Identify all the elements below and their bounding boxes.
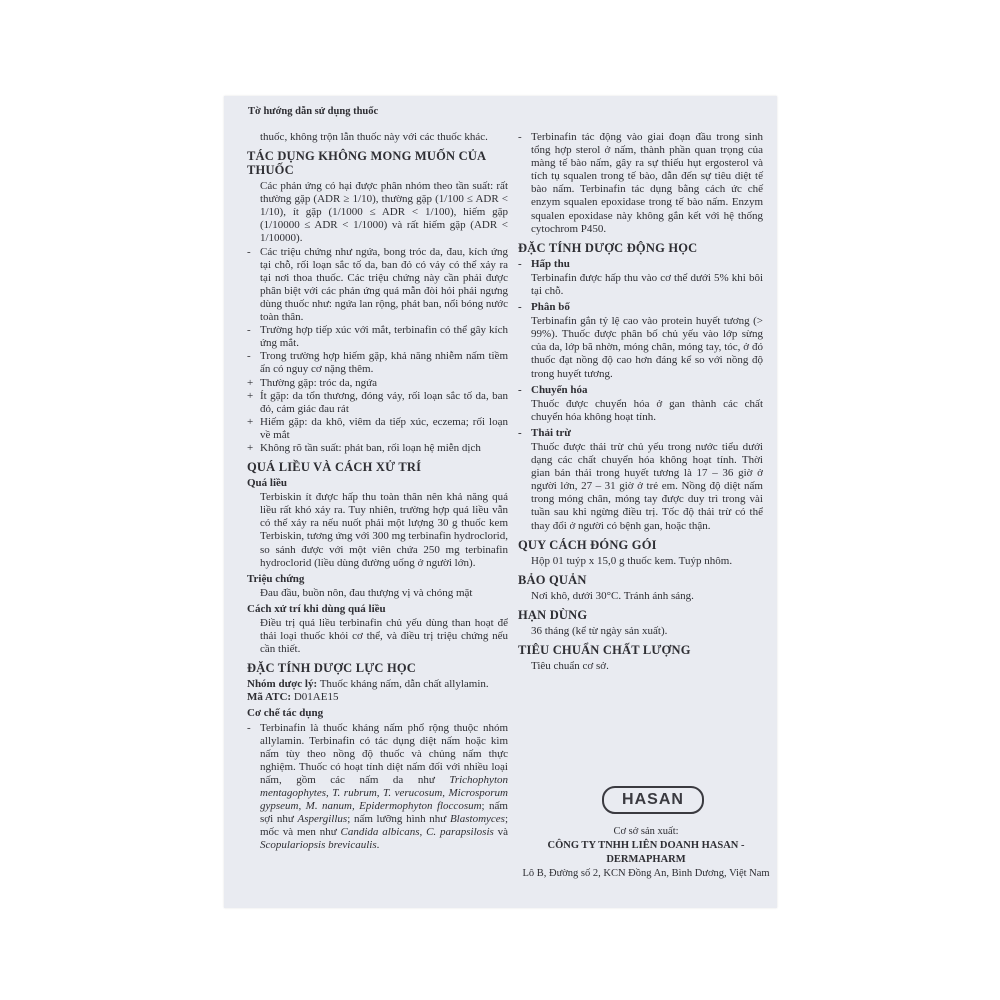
list-item: - Trường hợp tiếp xúc với mắt, terbinafin có thể gây kích ứng mắt.: [247, 324, 508, 350]
excretion-subheading: - Thải trừ: [518, 426, 571, 439]
distribution-text: Terbinafin gắn tỷ lệ cao vào protein huyết tương (> 99%). Thuốc được phân bố chủ yếu vào lớp sừng của da, lớp bã nhờn, móng chân, móng tay, tóc, ở đó thuốc đạt nồng độ cao hơn đáng kể so với nồng độ trong huyết tương.: [531, 315, 763, 380]
action-text: - Terbinafin tác động vào giai đoạn đầu trong sinh tổng hợp sterol ở nấm, thành phần quan trọng của màng tế bào nấm, gây ra sự thiếu hụt ergosterol và tích tụ squalen trong tế bào, dẫn đến sự tiêu diệt tế bào nấm. Terbinafin tác dụng bằng cách ức chế enzym squalen epoxidase trong tế bào nấm. Enzym squalen epoxidase này không gắn kết với hệ thống cytochrom P450.: [518, 131, 763, 235]
packaging-heading: QUY CÁCH ĐÓNG GÓI: [518, 537, 657, 552]
list-item: + Không rõ tần suất: phát ban, rối loạn hệ miễn dịch: [247, 441, 481, 454]
adverse-text: Các phản ứng có hại được phân nhóm theo tần suất: rất thường gặp (ADR ≥ 1/10), thường gặp (1/100 ≤ ADR < 1/10), ít gặp (1/1000 ≤ ADR < 1/100), hiếm gặp (1/10000 ≤ ADR < 1/1000) và rất hiếm gặp (ADR < 1/10000).: [260, 180, 508, 245]
storage-heading: BẢO QUẢN: [518, 572, 587, 587]
excretion-text: Thuốc được thải trừ chủ yếu trong nước tiểu dưới dạng các chất chuyển hóa không hoạt tính. Thời gian bán thải trong huyết tương là 17 – 36 giờ ở người lớn, 27 – 31 giờ ở trẻ em. Nồng độ diệt nấm trong móng chân, móng tay được duy trì trong vài tuần sau khi ngừng điều trị. Tốc độ thải trừ có thể thay đổi ở người có bệnh gan, hoặc thận.: [531, 440, 763, 532]
list-item: + Hiếm gặp: da khô, viêm da tiếp xúc, eczema; rối loạn về mắt: [247, 415, 508, 441]
quality-standard-text: Tiêu chuẩn cơ sở.: [531, 659, 609, 672]
manufacturer-block: [516, 825, 776, 881]
page-header: Tờ hướng dẫn sử dụng thuốc: [248, 106, 379, 117]
pharmacokinetics-heading: ĐẶC TÍNH DƯỢC ĐỘNG HỌC: [518, 240, 698, 255]
absorption-text: Terbinafin được hấp thu vào cơ thể dưới 5% khi bôi tại chỗ.: [531, 271, 763, 297]
treatment-text: Điều trị quá liều terbinafin chủ yếu dùng than hoạt để thải loại thuốc khỏi cơ thể, và điều trị triệu chứng nếu cần thiết.: [260, 617, 508, 656]
right-column: [515, 131, 763, 673]
intro-text: thuốc, không trộn lẫn thuốc này với các thuốc khác.: [260, 131, 488, 143]
metabolism-subheading: - Chuyển hóa: [518, 383, 588, 396]
pharmacodynamics-heading: ĐẶC TÍNH DƯỢC LỰC HỌC: [247, 661, 417, 676]
overdose-subheading: Quá liều: [247, 477, 288, 490]
quality-standard-heading: TIÊU CHUẨN CHẤT LƯỢNG: [518, 642, 691, 657]
list-item: - Các triệu chứng như ngứa, bong tróc da, đau, kích ứng tại chỗ, rối loạn sắc tố da, ban đỏ có vảy có thể xảy ra tại nơi thoa thuốc. Các triệu chứng này cần phải được phân biệt với các phản ứng quá mẫn đòi hỏi phải ngưng dùng thuốc như: ngứa lan rộng, phát ban, nổi bóng nước toàn thân.: [247, 245, 508, 324]
manufacturer-address: Lô B, Đường số 2, KCN Đồng An, Bình Dương, Việt Nam: [522, 868, 770, 879]
leaflet-sheet: [224, 96, 777, 908]
expiry-text: 36 tháng (kể từ ngày sản xuất).: [531, 624, 668, 637]
packaging-text: Hộp 01 tuýp x 15,0 g thuốc kem. Tuýp nhôm.: [531, 554, 733, 567]
symptoms-text: Đau đầu, buồn nôn, đau thượng vị và chóng mặt: [260, 586, 473, 599]
mechanism-subheading: Cơ chế tác dụng: [247, 707, 324, 720]
storage-text: Nơi khô, dưới 30°C. Tránh ánh sáng.: [531, 589, 694, 602]
hasan-logo: HASAN: [602, 786, 704, 814]
manufacturer-name: CÔNG TY TNHH LIÊN DOANH HASAN - DERMAPHARM: [547, 840, 745, 865]
list-item: - Trong trường hợp hiếm gặp, khả năng nhiễm nấm tiềm ẩn có nguy cơ nặng thêm.: [247, 350, 508, 376]
manufacturer-label: Cơ sở sản xuất:: [613, 826, 679, 837]
left-column: [244, 131, 508, 853]
metabolism-text: Thuốc được chuyển hóa ở gan thành các chất chuyển hóa không hoạt tính.: [531, 397, 763, 423]
list-item: + Thường gặp: tróc da, ngứa: [247, 376, 378, 389]
adverse-heading: TÁC DỤNG KHÔNG MONG MUỐN CỦA THUỐC: [247, 149, 486, 178]
pharmacologic-group: Nhóm dược lý: Thuốc kháng nấm, dẫn chất allylamin.: [247, 678, 489, 691]
treatment-subheading: Cách xử trí khi dùng quá liều: [247, 602, 386, 615]
distribution-subheading: - Phân bố: [518, 301, 570, 314]
symptoms-subheading: Triệu chứng: [247, 572, 305, 585]
absorption-subheading: - Hấp thu: [518, 257, 570, 270]
mechanism-text: - Terbinafin là thuốc kháng nấm phổ rộng thuộc nhóm allylamin. Terbinafin có tác dụng diệt nấm hoặc kìm nấm tùy theo nồng độ thuốc và chủng nấm thực nghiệm. Thuốc có hoạt tính diệt nấm đối với nhiều loại nấm, gồm các nấm da như Trichophyton mentagophytes, T. rubrum, T. verucosum, Microsporum gypseum, M. nanum, Epidermophyton floccosum; nấm sợi như Aspergillus; nấm lưỡng hình như Blastomyces; mốc và men như Candida albicans, C. parapsilosis và Scopulariopsis brevicaulis.: [247, 721, 508, 852]
overdose-text: Terbiskin ít được hấp thu toàn thân nên khả năng quá liều rất khó xảy ra. Tuy nhiên, trường hợp quá liều vẫn có thể xảy ra nếu nuốt phải một lượng 30 g thuốc kem Terbiskin, tương ứng với 300 mg terbinafin hydroclorid, so sánh được với một viên chứa 250 mg terbinafin hydroclorid (liều dùng đường uống ở người lớn).: [260, 491, 508, 569]
overdose-heading: QUÁ LIỀU VÀ CÁCH XỬ TRÍ: [247, 460, 422, 475]
list-item: + Ít gặp: da tổn thương, đóng vảy, rối loạn sắc tố da, ban đỏ, cảm giác đau rát: [247, 389, 508, 415]
expiry-heading: HẠN DÙNG: [518, 607, 588, 622]
atc-code: Mã ATC: D01AE15: [247, 691, 339, 704]
